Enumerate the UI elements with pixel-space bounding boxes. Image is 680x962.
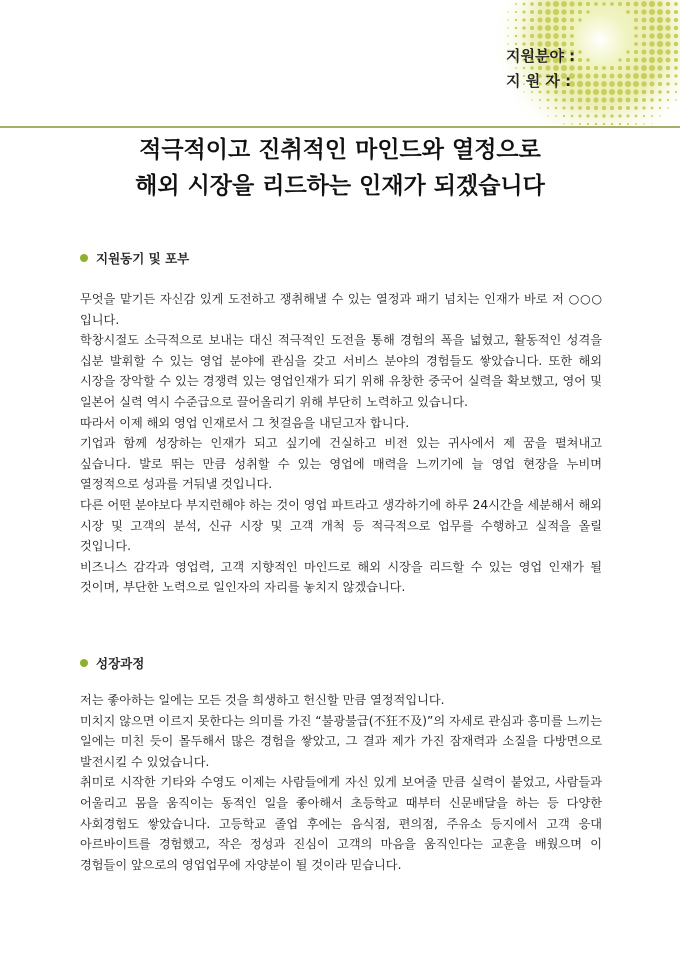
halftone-dot — [593, 81, 599, 87]
halftone-dot — [562, 98, 566, 102]
halftone-dot — [626, 10, 630, 14]
halftone-dot — [674, 18, 678, 22]
halftone-dot — [601, 89, 607, 95]
halftone-dot — [594, 2, 598, 6]
bullet-dot-icon — [80, 659, 88, 667]
halftone-dot — [617, 97, 622, 102]
halftone-dot — [602, 114, 605, 117]
halftone-dot — [642, 50, 647, 55]
title-line-2: 해외 시장을 리드하는 인재가 되겠습니다 — [135, 173, 545, 199]
halftone-dot — [666, 74, 670, 78]
halftone-dot — [586, 66, 590, 70]
halftone-dot — [530, 2, 534, 6]
halftone-dot — [561, 1, 567, 7]
halftone-dot — [594, 74, 599, 79]
halftone-dot — [586, 106, 590, 110]
halftone-dot — [609, 89, 615, 95]
halftone-dot — [657, 41, 663, 47]
halftone-dot — [570, 18, 574, 22]
halftone-dot — [625, 73, 630, 78]
halftone-dot — [641, 9, 646, 14]
halftone-dot — [602, 74, 607, 79]
halftone-dot — [563, 115, 565, 117]
halftone-dot — [626, 106, 630, 110]
field-label: 지원분야 : — [506, 47, 576, 65]
halftone-dot — [626, 2, 631, 7]
halftone-dot — [602, 106, 606, 110]
halftone-dot — [610, 2, 614, 6]
halftone-dot — [609, 97, 614, 102]
paragraph: 비즈니스 감각과 영업력, 고객 지향적인 마인드로 해외 시장을 리드할 수 있는 영업 인재가 될 것이며, 부단한 노력으로 일인자의 자리를 놓치지 않겠습니다. — [80, 559, 602, 595]
halftone-dot — [674, 26, 679, 31]
halftone-dot — [555, 107, 558, 110]
halftone-dot — [634, 34, 638, 38]
halftone-dot — [570, 98, 574, 102]
halftone-dot — [658, 74, 663, 79]
halftone-dot — [633, 1, 638, 6]
halftone-dot — [579, 115, 582, 118]
paragraph: 취미로 시작한 기타와 수영도 이제는 사람들에게 자신 있게 보여줄 만큼 실력이 붙었고, 사람들과 어울리고 몸을 움직이는 동적인 일을 좋아해서 초등학교 때부터 신문배달을 하는 등 다양한 사회경험도 쌓았습니다. 고등학교 졸업 후에는 음식점, 편의점, 주유소 등지에서 고객 응대 아르바이트를 경험했고, 작은 정성과 진심이 고객의 마음을 움직인다는 교훈을 배웠으며 이 경험들이 앞으로의 영업업무에 자양분이 될 것이라 믿습니다. — [80, 775, 602, 872]
halftone-dot — [634, 98, 638, 102]
halftone-dot — [547, 99, 550, 102]
halftone-dot — [578, 2, 583, 7]
halftone-dot — [586, 114, 589, 117]
section-heading-growth — [80, 654, 144, 672]
halftone-dot — [553, 9, 559, 15]
halftone-dot — [594, 106, 598, 110]
halftone-dot — [553, 17, 559, 23]
halftone-dot — [657, 1, 662, 6]
halftone-dot — [675, 99, 677, 101]
halftone-dot — [507, 35, 509, 37]
halftone-dot — [667, 99, 669, 101]
halftone-dot — [674, 58, 678, 62]
halftone-dot — [571, 115, 574, 118]
halftone-dot — [674, 10, 678, 14]
halftone-dot — [570, 10, 575, 15]
halftone-dot — [515, 35, 517, 37]
halftone-dot — [530, 18, 534, 22]
halftone-dot — [651, 115, 653, 117]
halftone-dot — [651, 123, 652, 124]
halftone-dot — [641, 57, 646, 62]
halftone-dot — [626, 50, 629, 53]
halftone-dot — [586, 58, 590, 62]
halftone-dot — [625, 81, 631, 87]
halftone-dot — [578, 18, 581, 21]
halftone-dot — [537, 25, 542, 30]
halftone-dot — [649, 65, 655, 71]
halftone-dot — [650, 82, 655, 87]
halftone-dot — [578, 58, 582, 62]
halftone-dot — [586, 98, 591, 103]
halftone-dot — [649, 41, 655, 47]
section-heading-text: 성장과정 — [96, 656, 145, 671]
halftone-dot — [675, 91, 677, 93]
halftone-dot — [642, 18, 647, 23]
paragraph: 학창시절도 소극적으로 보내는 대신 적극적인 도전을 통해 경험의 폭을 넓혔고, 활동적인 성격을 십분 발휘할 수 있는 영업 분야에 관심을 갖고 서비스 분야의 경험들도 쌓았습니다. 또한 해외 시장을 장악할 수 있는 경쟁력 있는 영업인재가 되기 위해 유창한 중국어 실력을 확보했고, 영어 및 일본어 실력 역시 수준급으로 끌어올리기 위해 부단히 노력하고 있습니다. — [80, 333, 602, 409]
halftone-dot — [642, 106, 645, 109]
paragraph: 무엇을 맡기든 자신감 있게 도전하고 쟁취해낼 수 있는 열정과 패기 넘치는 인재가 바로 저 ○○○입니다. — [80, 292, 602, 327]
halftone-dot — [657, 25, 663, 31]
halftone-dot — [641, 81, 647, 87]
halftone-dot — [674, 42, 678, 46]
halftone-dot — [649, 57, 655, 63]
halftone-dot — [578, 66, 583, 71]
section-heading-motivation — [80, 249, 189, 267]
halftone-dot — [553, 33, 559, 39]
paragraph: 따라서 이제 해외 영업 인재로서 그 첫걸음을 내딛고자 합니다. — [80, 415, 410, 430]
halftone-dot — [665, 33, 670, 38]
halftone-dot — [675, 83, 678, 86]
bullet-dot-icon — [80, 254, 88, 262]
halftone-dot — [618, 58, 621, 61]
halftone-dot — [666, 58, 671, 63]
halftone-dot — [507, 11, 508, 12]
halftone-dot — [642, 90, 647, 95]
halftone-dot — [539, 99, 541, 101]
halftone-dot — [658, 82, 662, 86]
section-body-growth — [80, 690, 602, 875]
halftone-dot — [667, 107, 669, 109]
title-line-1: 적극적이고 진취적인 마인드와 열정으로 — [139, 137, 541, 163]
halftone-dot — [626, 98, 631, 103]
halftone-dot — [585, 73, 590, 78]
halftone-dot — [634, 106, 638, 110]
halftone-dot — [633, 73, 639, 79]
halftone-dot — [537, 33, 542, 38]
halftone-dot — [515, 11, 517, 13]
halftone-dot — [625, 89, 631, 95]
halftone-dot — [570, 34, 574, 38]
halftone-dot — [522, 26, 525, 29]
halftone-dot — [577, 89, 583, 95]
halftone-dot — [665, 25, 670, 30]
halftone-dot — [577, 81, 583, 87]
halftone-dot — [649, 33, 654, 38]
halftone-dot — [515, 3, 517, 5]
section-body-motivation — [80, 289, 602, 598]
halftone-dot — [523, 11, 526, 14]
halftone-dot — [650, 90, 654, 94]
halftone-dot — [666, 66, 671, 71]
halftone-dot — [563, 123, 564, 124]
applicant-info — [506, 44, 575, 94]
halftone-dot — [642, 34, 647, 39]
halftone-dot — [538, 2, 542, 6]
halftone-dot — [618, 2, 622, 6]
applicant-label: 지 원 자 : — [506, 72, 572, 90]
halftone-dot — [665, 41, 670, 46]
halftone-dot — [641, 73, 647, 79]
halftone-dot — [635, 123, 637, 125]
halftone-dot — [554, 98, 557, 101]
halftone-dot — [570, 26, 574, 30]
halftone-dot — [617, 81, 623, 87]
paragraph: 저는 좋아하는 일에는 모든 것을 희생하고 헌신할 만큼 열정적입니다. — [80, 693, 445, 707]
halftone-dot — [618, 114, 621, 117]
halftone-dot — [642, 42, 647, 47]
halftone-dot — [547, 115, 548, 116]
halftone-dot — [555, 115, 557, 117]
halftone-dot — [610, 74, 615, 79]
halftone-dot — [545, 33, 551, 39]
halftone-dot — [610, 114, 613, 117]
halftone-dot — [666, 10, 671, 15]
halftone-dot — [579, 123, 581, 125]
halftone-dot — [650, 98, 653, 101]
halftone-dot — [665, 17, 670, 22]
halftone-dot — [634, 10, 639, 15]
halftone-dot — [593, 97, 598, 102]
halftone-dot — [626, 58, 630, 62]
halftone-dot — [666, 2, 671, 7]
halftone-dot — [531, 99, 532, 100]
paragraph: 다른 어떤 분야보다 부지런해야 하는 것이 영업 파트라고 생각하기에 하루 24시간을 세분해서 해외 시장 및 고객의 분석, 신규 시장 및 고객 개척 등 적극적으로 업무를 수행하고 실적을 올릴 것입니다. — [80, 497, 602, 554]
halftone-dot — [601, 97, 606, 102]
halftone-dot — [578, 98, 583, 103]
halftone-dot — [545, 17, 551, 23]
halftone-dot — [641, 1, 647, 7]
halftone-dot — [657, 17, 663, 23]
halftone-dot — [634, 42, 638, 46]
halftone-dot — [657, 57, 663, 63]
halftone-dot — [507, 27, 508, 28]
halftone-dot — [627, 123, 629, 125]
halftone-dot — [515, 19, 517, 21]
halftone-dot — [659, 99, 662, 102]
halftone-dot — [538, 10, 543, 15]
paragraph: 미치지 않으면 이르지 못한다는 의미를 가진 “불광불급(不狂不及)”의 자세로 관심과 흥미를 느끼는 일에는 미친 듯이 몰두해서 많은 경험을 쌓았고, 그 결과 제가 가진 잠재력과 소질을 다방면으로 발전시킬 수 있었습니다. — [80, 713, 602, 769]
halftone-dot — [674, 34, 679, 39]
halftone-dot — [657, 65, 662, 70]
halftone-dot — [633, 65, 638, 70]
halftone-dot — [578, 10, 582, 14]
halftone-dot — [659, 115, 660, 116]
halftone-dot — [522, 34, 525, 37]
halftone-dot — [657, 9, 663, 15]
halftone-dot — [617, 89, 623, 95]
halftone-dot — [593, 89, 599, 95]
halftone-dot — [553, 25, 559, 31]
header-divider — [0, 126, 680, 128]
page-title — [0, 132, 680, 204]
halftone-dot — [562, 106, 565, 109]
section-heading-text: 지원동기 및 포부 — [96, 251, 190, 266]
halftone-dot — [649, 49, 655, 55]
halftone-dot — [586, 2, 590, 6]
halftone-dot — [609, 81, 615, 87]
halftone-dot — [530, 34, 534, 38]
halftone-dot — [585, 89, 591, 95]
halftone-dot — [649, 73, 655, 79]
halftone-dot — [658, 90, 662, 94]
halftone-dot — [515, 27, 517, 29]
halftone-dot — [626, 66, 631, 71]
halftone-dot — [523, 3, 526, 6]
halftone-dot — [547, 107, 549, 109]
halftone-dot — [667, 91, 670, 94]
halftone-dot — [569, 1, 574, 6]
halftone-dot — [545, 9, 551, 15]
halftone-dot — [545, 1, 550, 6]
halftone-dot — [530, 26, 534, 30]
halftone-dot — [539, 107, 540, 108]
halftone-dot — [553, 1, 559, 7]
halftone-dot — [674, 74, 677, 77]
halftone-dot — [665, 49, 670, 54]
halftone-dot — [627, 115, 630, 118]
halftone-dot — [643, 115, 645, 117]
halftone-dot — [610, 66, 614, 70]
halftone-dot — [594, 66, 598, 70]
halftone-dot — [571, 123, 573, 125]
halftone-dot — [585, 81, 591, 87]
halftone-dot — [602, 66, 606, 70]
halftone-dot — [561, 17, 566, 22]
halftone-dot — [659, 107, 661, 109]
halftone-dot — [634, 50, 638, 54]
halftone-dot — [649, 17, 655, 23]
halftone-dot — [602, 2, 606, 6]
halftone-dot — [674, 50, 678, 54]
halftone-dot — [651, 107, 654, 110]
halftone-dot — [657, 33, 663, 39]
halftone-dot — [537, 17, 542, 22]
halftone-dot — [635, 115, 638, 118]
halftone-dot — [642, 26, 647, 31]
halftone-dot — [649, 25, 655, 31]
halftone-dot — [641, 65, 647, 71]
halftone-dot — [570, 106, 573, 109]
halftone-dot — [643, 123, 645, 125]
halftone-dot — [610, 106, 614, 110]
halftone-dot — [633, 81, 639, 87]
halftone-dot — [601, 81, 607, 87]
halftone-dot — [507, 19, 508, 20]
halftone-dot — [618, 106, 622, 110]
halftone-dot — [586, 10, 589, 13]
halftone-dot — [634, 26, 638, 30]
halftone-dot — [666, 82, 670, 86]
halftone-dot — [674, 66, 678, 70]
halftone-dot — [530, 10, 534, 14]
halftone-dot — [545, 25, 551, 31]
halftone-dot — [578, 106, 582, 110]
halftone-dot — [562, 26, 567, 31]
halftone-dot — [649, 9, 655, 15]
halftone-dot — [674, 2, 678, 6]
halftone-dot — [561, 9, 566, 14]
halftone-dot — [642, 98, 646, 102]
halftone-dot — [594, 114, 597, 117]
halftone-dot — [657, 49, 663, 55]
paragraph: 기업과 함께 성장하는 인재가 되고 싶기에 건실하고 비전 있는 귀사에서 제 꿈을 펼쳐내고 싶습니다. 발로 뛰는 만큼 성취할 수 있는 영업에 매력을 느끼기에 늘 영업 현장을 누비며 열정적으로 성과를 거둬낼 것입니다. — [80, 436, 602, 492]
halftone-dot — [634, 18, 638, 22]
halftone-dot — [618, 66, 622, 70]
halftone-dot — [522, 18, 525, 21]
halftone-dot — [562, 34, 567, 39]
halftone-dot — [578, 50, 582, 54]
halftone-dot — [634, 58, 639, 63]
halftone-dot — [649, 1, 655, 7]
halftone-dot — [577, 73, 583, 79]
halftone-dot — [633, 89, 638, 94]
halftone-dot — [617, 73, 622, 78]
